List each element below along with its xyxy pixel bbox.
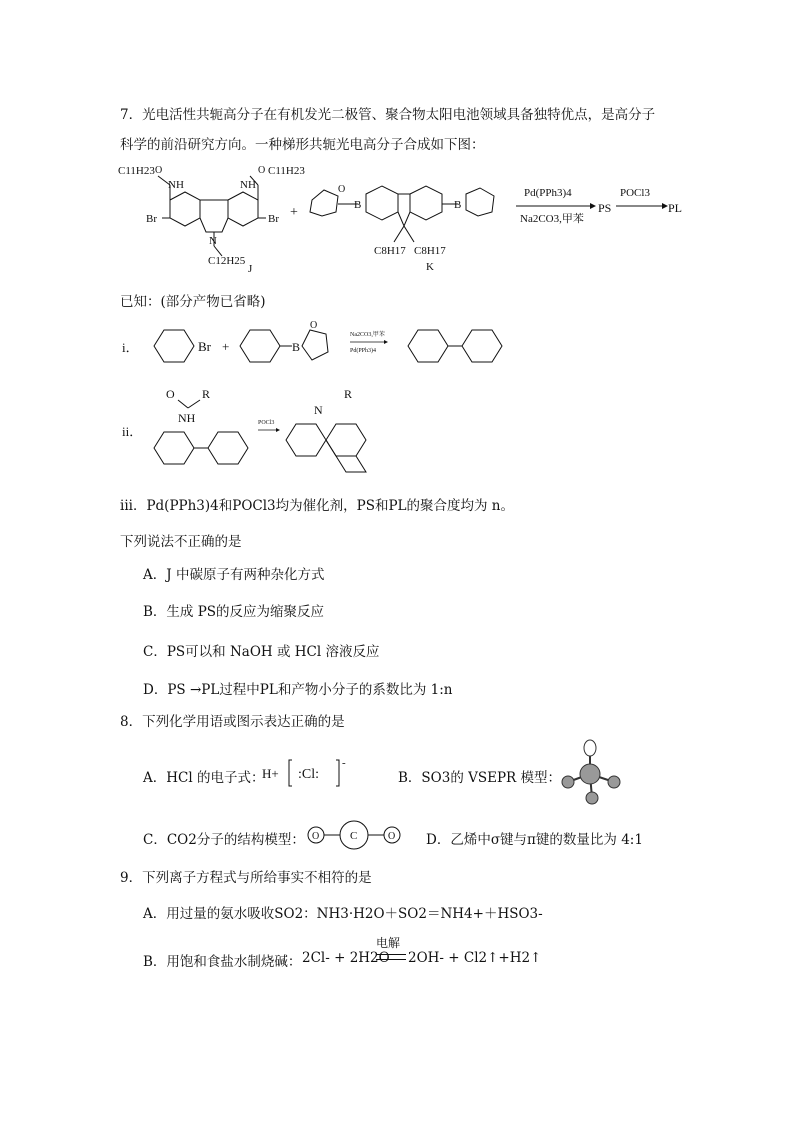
i-br: Br <box>198 339 211 354</box>
j-nh-left: NH <box>168 179 184 191</box>
j-c11h23-right: C11H23 <box>268 165 305 177</box>
q7-option-d: D．PS →PL过程中PL和产物小分子的系数比为 1:n <box>143 682 453 698</box>
i-cond-top: Na2CO3,甲苯 <box>350 332 385 338</box>
k-c8h17-right: C8H17 <box>414 245 446 257</box>
ii-nh: NH <box>178 411 196 425</box>
j-o-left: O <box>155 165 163 176</box>
ii-o: O <box>166 387 175 401</box>
q7-question: 下列说法不正确的是 <box>120 534 242 550</box>
pl-label: PL <box>668 201 683 215</box>
k-c8h17-left: C8H17 <box>374 245 406 257</box>
i-b: B <box>292 340 301 354</box>
j-c11h23-left: C11H23 <box>118 165 155 177</box>
co2-structure-model <box>304 818 404 852</box>
q8-option-b: B．SO3的 VSEPR 模型： <box>398 770 562 786</box>
j-br-right: Br <box>268 213 279 225</box>
co2-o-right: O <box>388 831 396 842</box>
ii-n: N <box>314 403 323 417</box>
known-i-scheme <box>118 312 538 380</box>
q7-reaction-scheme <box>110 160 690 280</box>
j-o-right: O <box>258 165 266 176</box>
k-b-right: B <box>454 199 462 211</box>
q7-option-c: C．PS可以和 NaOH 或 HCl 溶液反应 <box>143 644 380 660</box>
q9-option-b-eq-sign <box>376 954 406 960</box>
q9-option-b-right: 2OH- + Cl2↑+H2↑ <box>408 950 542 966</box>
i-o: O <box>310 320 318 331</box>
q7-stem-line1: 7．光电活性共轭高分子在有机发光二极管、聚合物太阳电池领域具备独特优点，是高分子 <box>120 107 656 123</box>
known-note: 已知：(部分产物已省略) <box>120 294 266 310</box>
q7-option-b: B．生成 PS的反应为缩聚反应 <box>143 604 325 620</box>
q8-option-d: D．乙烯中σ键与π键的数量比为 4:1 <box>426 832 643 848</box>
j-nh-right: NH <box>240 179 256 191</box>
j-c12h25: C12H25 <box>208 255 246 267</box>
cond1-bottom: Na2CO3,甲苯 <box>520 213 584 225</box>
plus-sign: + <box>290 205 298 220</box>
co2-o-left: O <box>312 831 320 842</box>
q9-option-b-label: B．用饱和食盐水制烧碱： <box>143 954 302 970</box>
k-o: O <box>338 184 346 195</box>
i-cond-bottom: Pd(PPh3)4 <box>350 348 377 354</box>
q8-option-a: A．HCl 的电子式： <box>143 770 265 786</box>
cond1-top: Pd(PPh3)4 <box>524 187 572 199</box>
j-n: N <box>209 235 217 247</box>
q9-option-a: A．用过量的氨水吸收SO2：NH3·H2O＋SO2＝NH4+＋HSO3- <box>143 906 543 922</box>
known-ii-scheme <box>118 384 538 474</box>
q9-option-b-left: 2Cl- + 2H2O <box>302 950 390 966</box>
i-label: i． <box>122 340 139 355</box>
q7-stem-line2: 科学的前沿研究方向。一种梯形共轭光电高分子合成如下图： <box>120 137 485 153</box>
label-k: K <box>426 261 434 273</box>
q8-option-c: C．CO2分子的结构模型： <box>143 832 305 848</box>
label-j: J <box>248 263 253 275</box>
so3-vsepr-model <box>558 738 628 808</box>
ii-label: ii． <box>122 424 143 439</box>
co2-c: C <box>350 830 358 842</box>
ps-label: PS <box>598 201 612 215</box>
known-iii: iii．Pd(PPh3)4和POCl3均为催化剂，PS和PL的聚合度均为 n。 <box>120 498 515 514</box>
ii-r: R <box>202 387 211 401</box>
hcl-electron-formula <box>262 756 352 790</box>
cl-symbol: :Cl: <box>298 767 320 782</box>
minus-charge: - <box>342 757 346 769</box>
ii-r2: R <box>344 387 353 401</box>
q8-stem: 8．下列化学用语或图示表达正确的是 <box>120 714 345 730</box>
j-br-left: Br <box>146 213 157 225</box>
k-b-left: B <box>354 199 362 211</box>
q9-option-b-cond: 电解 <box>376 936 401 950</box>
h-plus: H+ <box>262 766 279 781</box>
cond2-top: POCl3 <box>620 187 650 199</box>
q9-stem: 9．下列离子方程式与所给事实不相符的是 <box>120 870 372 886</box>
ii-cond: POCl3 <box>258 420 275 426</box>
q7-option-a: A．J 中碳原子有两种杂化方式 <box>143 567 325 583</box>
i-plus: + <box>222 339 230 354</box>
